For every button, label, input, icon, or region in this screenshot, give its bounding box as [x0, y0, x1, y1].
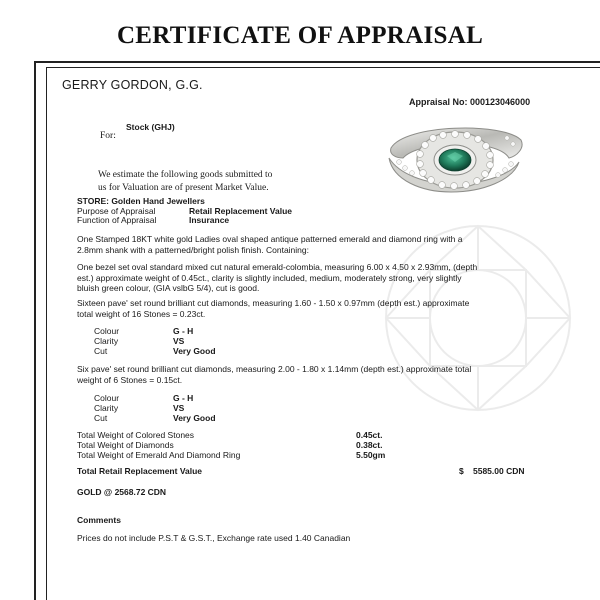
grade-label: Clarity [94, 336, 119, 346]
total-value: 0.45ct. [356, 430, 383, 440]
description-line: 2.8mm shank with a patterned/bright polish finish. Containing: [77, 244, 309, 255]
ring-description [77, 234, 522, 255]
purpose-label: Purpose of Appraisal [77, 206, 156, 216]
gold-price: GOLD @ 2568.72 CDN [77, 487, 167, 497]
grade-value: G - H [173, 326, 194, 336]
appraisal-number: Appraisal No: 000123046000 [409, 97, 531, 107]
grade-value: Very Good [173, 413, 216, 423]
emerald-line: One bezel set oval standard mixed cut natural emerald-colombia, measuring 6.00 x 4.50 x 2.93mm, (depth [77, 262, 478, 272]
for-value: Stock (GHJ) [126, 122, 175, 132]
frame-left-border [34, 61, 36, 600]
total-value: 5.50gm [356, 450, 386, 460]
frame-inner-top-border [46, 67, 600, 68]
grade-label: Clarity [94, 403, 119, 413]
frame-inner-left-border [46, 67, 47, 600]
function-label: Function of Appraisal [77, 215, 157, 225]
for-label: For: [100, 131, 116, 141]
emerald-description [77, 262, 522, 294]
grade-label: Cut [94, 413, 108, 423]
intro-line: We estimate the following goods submitted to [98, 170, 273, 180]
diamonds-line: Sixteen pave' set round brilliant cut diamonds, measuring 1.60 - 1.50 x 0.97mm (depth est.) approximate [77, 298, 470, 308]
store-name: STORE: Golden Hand Jewellers [77, 196, 205, 206]
diamonds-line: Six pave' set round brilliant cut diamonds, measuring 2.00 - 1.80 x 1.14mm (depth est.) approximate total [77, 364, 472, 374]
grade-value: VS [173, 403, 185, 413]
total-value: 0.38ct. [356, 440, 383, 450]
total-label: Total Weight of Colored Stones [77, 430, 195, 440]
emerald-line: bluish green colour, (GIA vslbG 5/4), cut is good. [77, 283, 260, 293]
diamonds-line: weight of 6 Stones = 0.15ct. [77, 374, 183, 385]
function-value: Insurance [189, 215, 230, 225]
document-title: CERTIFICATE OF APPRAISAL [116, 22, 484, 49]
valuation-intro [98, 169, 298, 194]
ring-image [385, 118, 525, 198]
diamonds-16-description [77, 298, 522, 319]
total-retail-currency: $ [459, 466, 464, 476]
emerald-line: est.) approximate weight of 0.45ct., clarity is slightly included, medium, moderately strong, very slightly [77, 272, 462, 283]
total-label: Total Weight of Emerald And Diamond Ring [77, 450, 241, 460]
grade-value: G - H [173, 393, 194, 403]
comments-text: Prices do not include P.S.T & G.S.T., Exchange rate used 1.40 Canadian [77, 533, 351, 543]
diamonds-line: total weight of 16 Stones = 0.23ct. [77, 308, 206, 319]
grade-value: Very Good [173, 346, 216, 356]
frame-top-border [34, 61, 600, 63]
intro-line: us for Valuation are of present Market Value. [98, 182, 269, 193]
grade-label: Cut [94, 346, 108, 356]
total-retail-label: Total Retail Replacement Value [77, 466, 203, 476]
grade-label: Colour [94, 326, 120, 336]
total-retail-value: 5585.00 CDN [473, 466, 525, 476]
description-line: One Stamped 18KT white gold Ladies oval shaped antique patterned emerald and diamond ring with a [77, 234, 463, 244]
comments-heading: Comments [77, 515, 121, 525]
grade-value: VS [173, 336, 185, 346]
total-label: Total Weight of Diamonds [77, 440, 174, 450]
purpose-value: Retail Replacement Value [189, 206, 292, 216]
grade-label: Colour [94, 393, 120, 403]
diamonds-6-description [77, 364, 522, 385]
appraiser-name: GERRY GORDON, G.G. [62, 78, 203, 92]
